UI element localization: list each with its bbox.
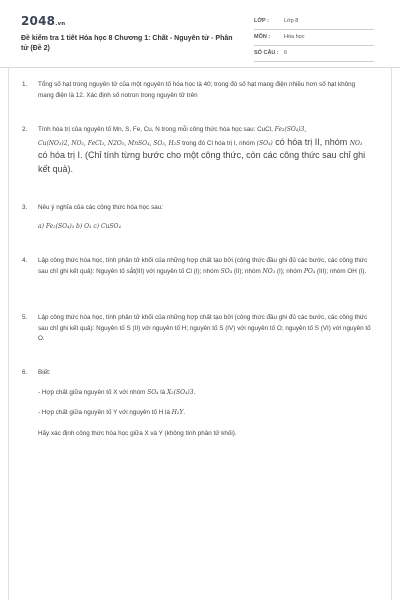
logo-tld: .vn	[55, 21, 66, 27]
question-text: Tính hóa trị của nguyên tố Mn, S, Fe, Cu, N trong mỗi công thức hóa học sau: CuCl,	[38, 126, 273, 133]
question-5	[22, 313, 372, 345]
question-text: Lập công thức hóa học, tính phân tử khối của những hợp chất tạo bởi (công thức đầu ghi đủ các bước, các công thức sau chỉ ghi kết quả): Nguyên tố sắt(III) với nguyên tố Cl (I); nhóm	[38, 257, 368, 275]
formula: Cu(NO₃)2, NO₂, FeCl₃, N2O₅, MnSO₄, SO₃, H₂S	[38, 139, 181, 147]
question-number: 1.	[22, 81, 28, 88]
question-text: có hóa trị II, nhóm	[272, 136, 350, 147]
question-6	[22, 368, 372, 439]
meta-count-value: 6	[284, 50, 288, 56]
site-logo[interactable]	[21, 14, 65, 28]
question-number: 2.	[22, 126, 28, 133]
formula-list: a) Fe₂(SO₄)₃ b) O₃ c) CuSO₄	[38, 222, 121, 230]
meta-class-value: Lớp 8	[284, 18, 299, 24]
question-text: có hóa trị I. (Chỉ tính từng bước cho một công thức, còn các công thức sau chỉ ghi kết quả).	[38, 150, 366, 174]
question-body	[38, 368, 372, 439]
formula: SO₄	[147, 388, 159, 396]
question-1	[22, 80, 372, 101]
question-text: Nêu ý nghĩa của các công thức hóa học sau:	[38, 204, 163, 211]
question-2	[22, 125, 372, 176]
meta-class-row	[254, 16, 374, 30]
question-text: - Hợp chất giữa nguyên tố Y với nguyên tố H là	[38, 409, 172, 416]
question-4	[22, 256, 372, 277]
logo-text: 2048	[21, 14, 56, 28]
question-text: (III); nhóm OH (I).	[315, 267, 367, 275]
question-label: Biết:	[38, 369, 51, 376]
question-number: 4.	[22, 257, 28, 264]
question-text: - Hợp chất giữa nguyên tố X với nhóm	[38, 388, 148, 396]
question-text: là	[158, 388, 167, 396]
condition-1	[38, 388, 372, 399]
meta-subject-key: MÔN :	[254, 34, 271, 40]
question-number: 3.	[22, 204, 28, 211]
question-number: 5.	[22, 314, 28, 321]
formula: H₂Y	[171, 409, 184, 416]
formula: X₂(SO₄)3.	[166, 388, 196, 396]
meta-subject-row	[254, 32, 374, 46]
meta-box	[254, 16, 374, 64]
meta-count-key: SỐ CÂU :	[254, 50, 279, 56]
question-text: Tổng số hạt trong nguyên tử của một nguyên tố hóa học là 40; trong đó số hạt mang điện nhiều hơn số hạt không mang điện là 12. Xác định số notron trong nguyên tử trên	[38, 81, 356, 99]
formula: NO₃	[349, 139, 363, 147]
question-text: trong đó Cl hóa trị I, nhóm	[182, 139, 255, 147]
meta-class-key: LỚP :	[254, 18, 269, 24]
question-body	[38, 256, 372, 277]
page-title: Đề kiểm tra 1 tiết Hóa học 8 Chương 1: Chất - Nguyên tử - Phân tử (Đề 2)	[21, 35, 233, 52]
formula: PO₄	[303, 267, 316, 275]
question-body	[38, 125, 372, 176]
formula: SO₄	[220, 267, 233, 275]
question-text: .	[183, 409, 186, 416]
question-number: 6.	[22, 369, 28, 376]
question-text: (I); nhóm	[275, 267, 304, 275]
condition-2	[38, 408, 372, 419]
formula: Fe₂(SO₄)3,	[274, 126, 307, 133]
meta-subject-value: Hóa học	[284, 34, 305, 40]
formula: (SO₄)	[256, 139, 273, 147]
question-text: (II); nhóm	[232, 267, 263, 275]
question-body	[38, 203, 372, 232]
question-ask: Hãy xác định công thức hóa học giữa X và Y (không tính phân tử khối).	[38, 429, 237, 437]
formula: NO₃	[262, 267, 276, 275]
meta-count-row	[254, 48, 374, 62]
question-3	[22, 203, 372, 232]
question-text: Lập công thức hóa học, tính phân tử khối của những hợp chất tạo bởi (công thức đầu ghi đủ các bước, các công thức sau chỉ ghi kết quả): Nguyên tố S (II) với nguyên tố H; nguyên tố S (IV) với nguyên tố O; nguyên tố S (VI) với nguyên tố O.	[38, 314, 371, 342]
